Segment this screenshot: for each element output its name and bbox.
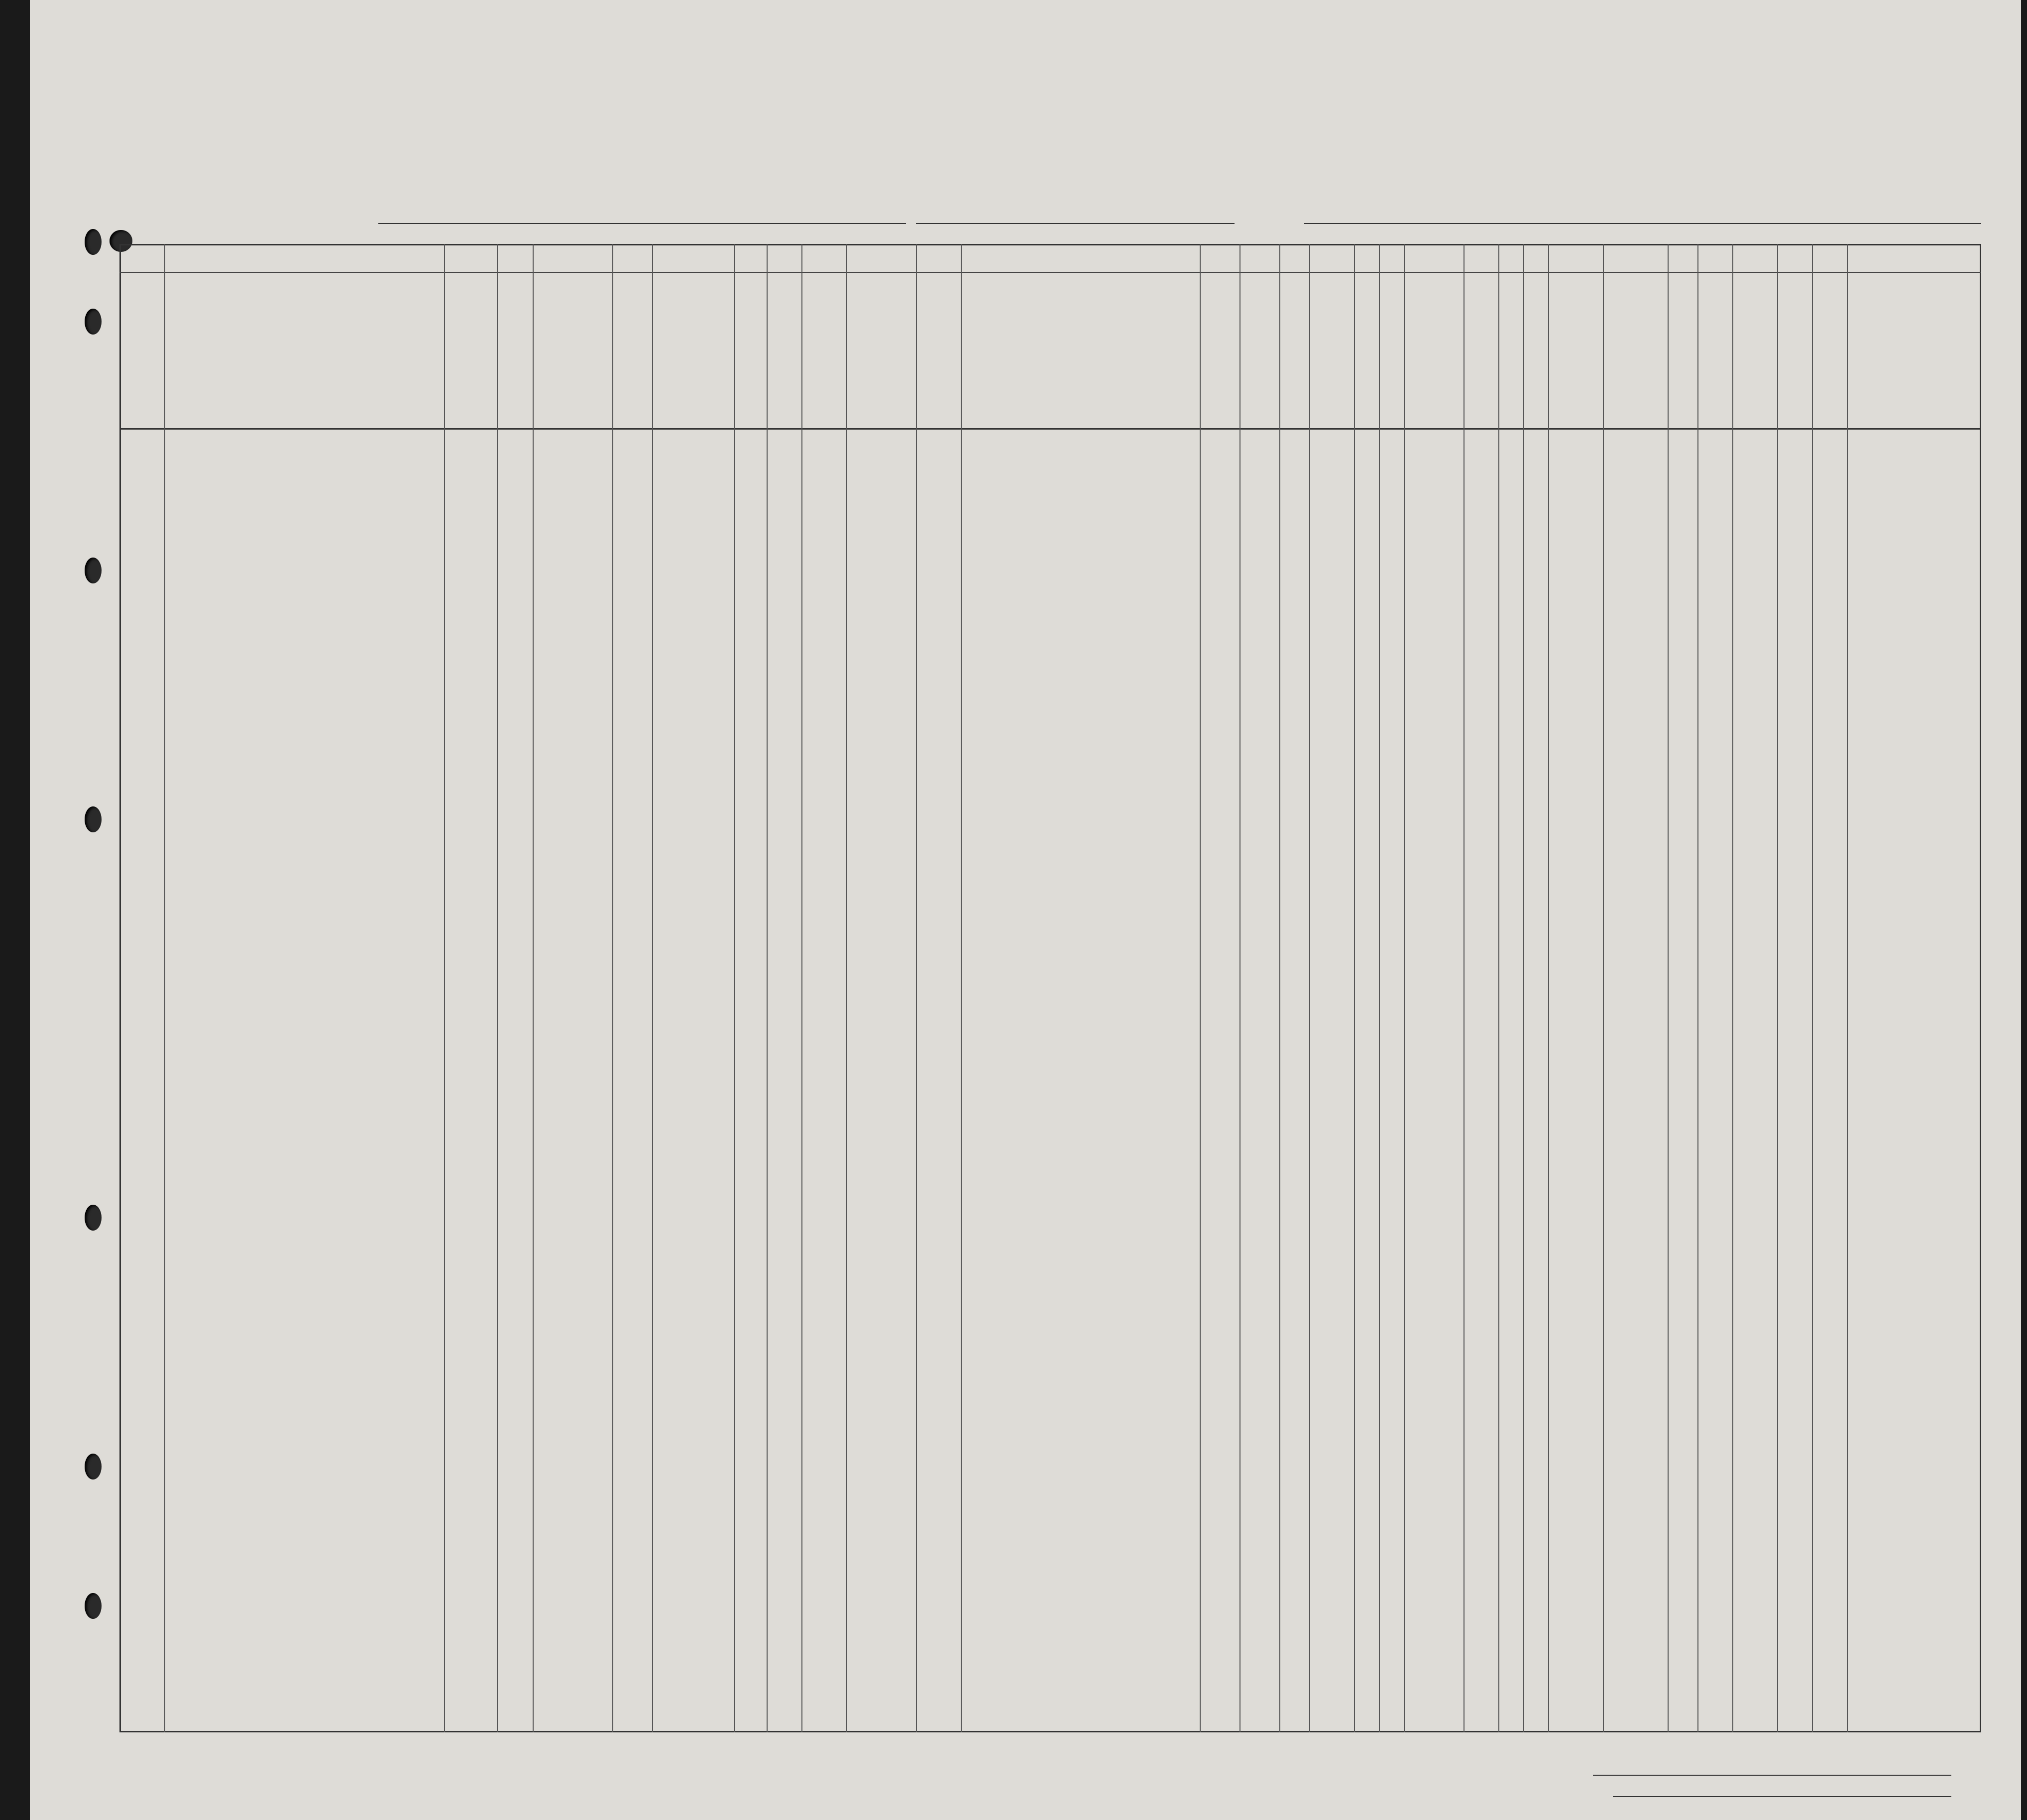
manifest-table-frame [119,244,1981,1732]
punch-hole [85,229,102,255]
punch-hole [85,558,102,583]
arriving-underline [378,223,906,224]
header-line [1304,223,1981,224]
punch-hole [85,806,102,832]
punch-hole [85,1205,102,1231]
col-number-divider [119,272,1981,273]
punch-hole [85,1454,102,1479]
punch-hole [85,309,102,335]
punch-hole [85,1593,102,1619]
header-divider [119,428,1981,430]
date-underline [916,223,1235,224]
manifest-sheet [30,0,2021,1820]
